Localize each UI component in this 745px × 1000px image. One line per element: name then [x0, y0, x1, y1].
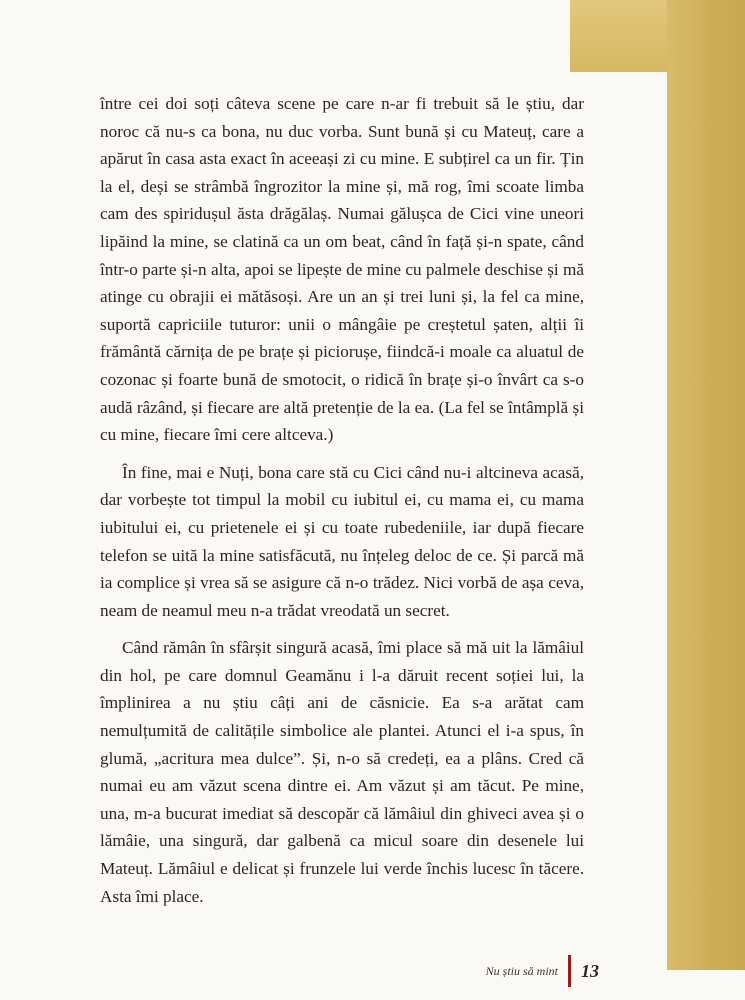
gold-accent-band: [667, 0, 745, 970]
paragraph-3: Când rămân în sfârșit singură acasă, îmi place să mă uit la lămâiul din hol, pe care domnul Geamănu i l-a dăruit recent soției lui, la împlinirea a nu știu câți ani de căsnicie. Ea s-a arătat cam nemulțumită de calitățile simbolice ale plantei. Atunci el i-a spus, în glumă, „acritura mea dulce”. Și, n-o să credeți, ea a plâns. Cred că numai eu am văzut scena dintre ei. Am văzut și am tăcut. Pe mine, una, m-a bucurat imediat să descopăr că lămâiul din ghiveci avea și o lămâie, una singură, dar galbenă ca micul soare din desenele lui Mateuț. Lămâiul e delicat și frunzele lui verde închis lucesc în tăcere. Asta îmi place.: [100, 638, 584, 906]
paragraph-2: În fine, mai e Nuți, bona care stă cu Cici când nu-i altcineva acasă, dar vorbește tot timpul la mobil cu iubitul ei, cu mama ei, cu mama iubitului ei, cu prietenele ei și cu toate rubedeniile, iar după fiecare telefon se uită la mine satisfăcută, nu înțeleg deloc de ce. Și parcă mă ia complice și vrea să se asigure că n-o trădez. Nici vorbă de așa ceva, neam de neamul meu n-a trădat vreodată un secret.: [100, 462, 584, 620]
body-text: [100, 90, 584, 920]
paragraph-1: între cei doi soți câteva scene pe care n-ar fi trebuit să le știu, dar noroc că nu-s ca bona, nu duc vorba. Sunt bună și cu Mateuț, care a apărut în casa asta exact în aceeași zi cu mine. E subțirel ca un fir. Țin la el, deși se strâmbă îngrozitor la mine și, mă rog, îmi scoate limba cam des spiridușul ăsta drăgălaș. Numai gălușca de Cici vine uneori lipăind la mine, se clatină ca un om beat, când în față și-n spate, când într-o parte și-n alta, apoi se lipește de mine cu palmele deschise și mă atinge cu obrajii ei mătăsoși. Are un an și trei luni și, la fel ca mine, suportă capriciile tuturor: unii o mângâie pe creștetul șaten, alții îi frământă cărnița de pe brațe și piciorușe, fiindcă-i moale ca aluatul de cozonac și foarte bună de smotocit, o ridică în brațe și-o învârt ca s-o audă râzând, și fiecare are altă pretenție de la ea. (La fel se întâmplă și cu mine, fiecare îmi cere altceva.): [100, 94, 584, 445]
page-footer: [486, 955, 599, 987]
running-title: Nu știu să mint: [485, 963, 558, 978]
footer-divider: [568, 955, 571, 987]
page-number: 13: [581, 960, 599, 981]
